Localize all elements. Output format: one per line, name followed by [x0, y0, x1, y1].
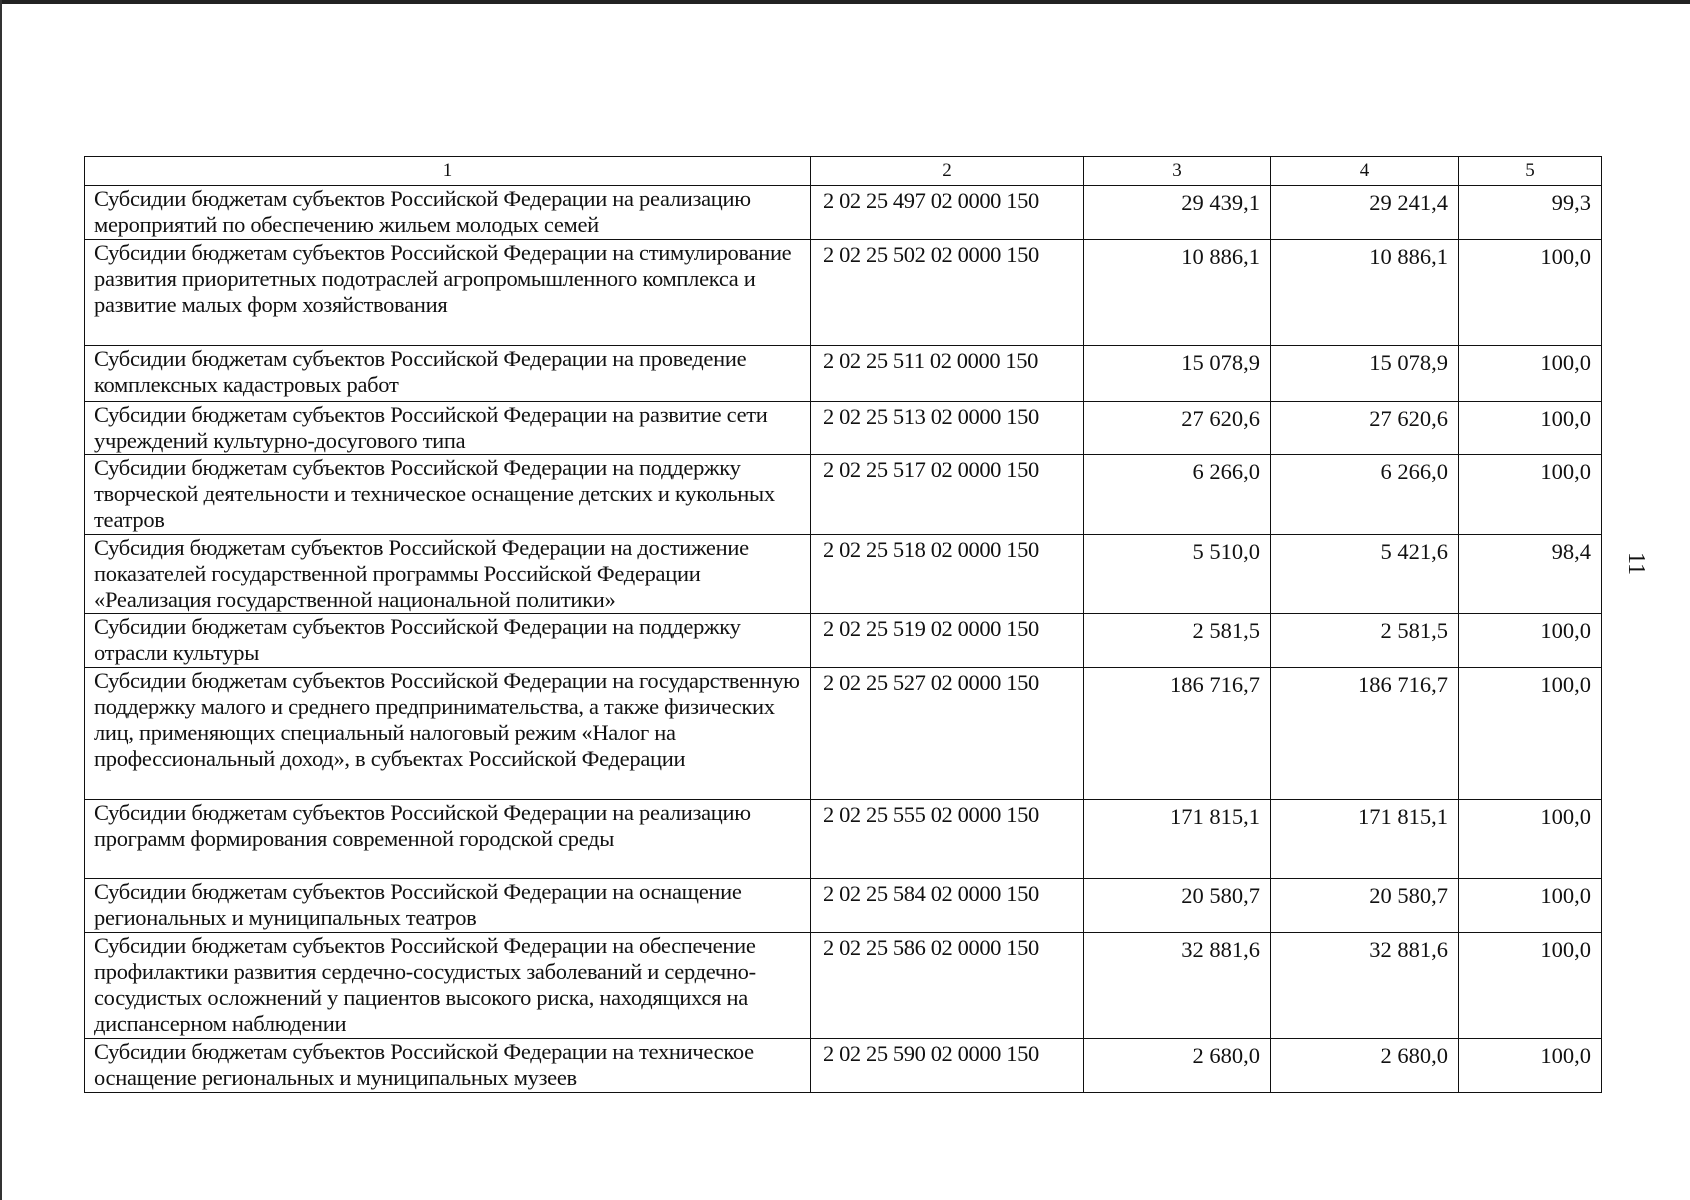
row-description: Субсидии бюджетам субъектов Российской Федерации на стимулирование развития приоритетных подотраслей агропромышленного комплекса и развитие малых форм хозяйствования: [85, 240, 811, 346]
table-row: [85, 879, 1602, 933]
row-description: Субсидии бюджетам субъектов Российской Федерации на поддержку отрасли культуры: [85, 614, 811, 668]
row-planned: 5 510,0: [1084, 535, 1271, 614]
row-code: 2 02 25 513 02 0000 150: [811, 402, 1084, 455]
row-description: Субсидии бюджетам субъектов Российской Федерации на техническое оснащение региональных и муниципальных музеев: [85, 1039, 811, 1093]
row-actual: 15 078,9: [1271, 346, 1459, 402]
page-number: 11: [1623, 551, 1650, 576]
row-planned: 32 881,6: [1084, 933, 1271, 1039]
row-planned: 20 580,7: [1084, 879, 1271, 933]
row-code: 2 02 25 584 02 0000 150: [811, 879, 1084, 933]
row-percent: 100,0: [1459, 240, 1602, 346]
row-percent: 100,0: [1459, 614, 1602, 668]
row-percent: 100,0: [1459, 402, 1602, 455]
row-description: Субсидии бюджетам субъектов Российской Федерации на оснащение региональных и муниципальных театров: [85, 879, 811, 933]
row-actual: 29 241,4: [1271, 186, 1459, 240]
table-row: [85, 614, 1602, 668]
row-description: Субсидии бюджетам субъектов Российской Федерации на поддержку творческой деятельности и техническое оснащение детских и кукольных театров: [85, 455, 811, 535]
row-actual: 2 581,5: [1271, 614, 1459, 668]
row-description: Субсидии бюджетам субъектов Российской Федерации на государственную поддержку малого и среднего предпринимательства, а также физических лиц, применяющих специальный налоговый режим «Налог на профессиональный доход», в субъектах Российской Федерации: [85, 668, 811, 800]
row-percent: 100,0: [1459, 668, 1602, 800]
table-row: [85, 186, 1602, 240]
table-row: [85, 535, 1602, 614]
table-row: [85, 668, 1602, 800]
row-percent: 98,4: [1459, 535, 1602, 614]
row-code: 2 02 25 517 02 0000 150: [811, 455, 1084, 535]
row-planned: 186 716,7: [1084, 668, 1271, 800]
row-planned: 15 078,9: [1084, 346, 1271, 402]
row-percent: 100,0: [1459, 800, 1602, 879]
row-description: Субсидии бюджетам субъектов Российской Федерации на обеспечение профилактики развития сердечно-сосудистых заболеваний и сердечно-сосудистых осложнений у пациентов высокого риска, находящихся на диспансерном наблюдении: [85, 933, 811, 1039]
row-code: 2 02 25 555 02 0000 150: [811, 800, 1084, 879]
row-percent: 99,3: [1459, 186, 1602, 240]
row-planned: 2 581,5: [1084, 614, 1271, 668]
row-percent: 100,0: [1459, 879, 1602, 933]
header-col-3: 3: [1084, 157, 1271, 186]
table-row: [85, 402, 1602, 455]
row-description: Субсидия бюджетам субъектов Российской Федерации на достижение показателей государственной программы Российской Федерации «Реализация государственной национальной политики»: [85, 535, 811, 614]
table-row: [85, 455, 1602, 535]
row-code: 2 02 25 511 02 0000 150: [811, 346, 1084, 402]
table-row: [85, 346, 1602, 402]
row-percent: 100,0: [1459, 346, 1602, 402]
row-actual: 171 815,1: [1271, 800, 1459, 879]
table-row: [85, 800, 1602, 879]
header-col-1: 1: [85, 157, 811, 186]
header-col-2: 2: [811, 157, 1084, 186]
row-percent: 100,0: [1459, 933, 1602, 1039]
row-planned: 10 886,1: [1084, 240, 1271, 346]
row-code: 2 02 25 519 02 0000 150: [811, 614, 1084, 668]
header-row: [85, 157, 1602, 186]
row-actual: 2 680,0: [1271, 1039, 1459, 1093]
table-row: [85, 240, 1602, 346]
row-planned: 29 439,1: [1084, 186, 1271, 240]
row-code: 2 02 25 527 02 0000 150: [811, 668, 1084, 800]
scan-edge-top: [0, 0, 1690, 4]
row-description: Субсидии бюджетам субъектов Российской Федерации на развитие сети учреждений культурно-досугового типа: [85, 402, 811, 455]
row-actual: 27 620,6: [1271, 402, 1459, 455]
header-col-5: 5: [1459, 157, 1602, 186]
row-code: 2 02 25 502 02 0000 150: [811, 240, 1084, 346]
row-actual: 10 886,1: [1271, 240, 1459, 346]
scan-edge-left: [0, 0, 2, 1200]
row-code: 2 02 25 497 02 0000 150: [811, 186, 1084, 240]
row-planned: 6 266,0: [1084, 455, 1271, 535]
header-col-4: 4: [1271, 157, 1459, 186]
row-code: 2 02 25 590 02 0000 150: [811, 1039, 1084, 1093]
row-actual: 186 716,7: [1271, 668, 1459, 800]
table-row: [85, 933, 1602, 1039]
row-actual: 32 881,6: [1271, 933, 1459, 1039]
row-actual: 6 266,0: [1271, 455, 1459, 535]
row-planned: 171 815,1: [1084, 800, 1271, 879]
row-description: Субсидии бюджетам субъектов Российской Федерации на проведение комплексных кадастровых работ: [85, 346, 811, 402]
row-description: Субсидии бюджетам субъектов Российской Федерации на реализацию программ формирования современной городской среды: [85, 800, 811, 879]
row-actual: 5 421,6: [1271, 535, 1459, 614]
row-planned: 2 680,0: [1084, 1039, 1271, 1093]
table-row: [85, 1039, 1602, 1093]
row-actual: 20 580,7: [1271, 879, 1459, 933]
row-percent: 100,0: [1459, 455, 1602, 535]
row-code: 2 02 25 518 02 0000 150: [811, 535, 1084, 614]
row-planned: 27 620,6: [1084, 402, 1271, 455]
row-code: 2 02 25 586 02 0000 150: [811, 933, 1084, 1039]
subsidies-table: [84, 156, 1602, 1093]
row-percent: 100,0: [1459, 1039, 1602, 1093]
row-description: Субсидии бюджетам субъектов Российской Федерации на реализацию мероприятий по обеспечению жильем молодых семей: [85, 186, 811, 240]
